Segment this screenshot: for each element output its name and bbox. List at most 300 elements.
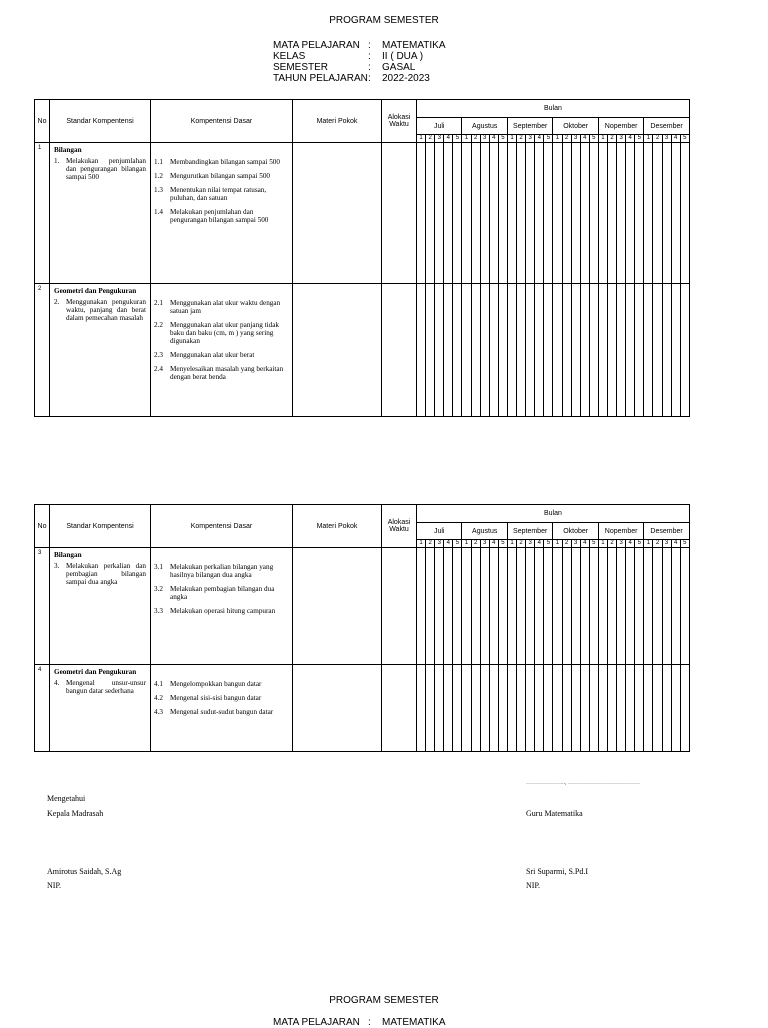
week-number: 5 — [589, 135, 598, 143]
week-cell — [653, 548, 662, 665]
week-cell — [453, 143, 462, 284]
week-cell — [471, 143, 480, 284]
signature-left-nip: NIP. — [47, 881, 62, 890]
kd-item — [154, 563, 288, 579]
week-cell — [562, 284, 571, 417]
week-cell — [453, 665, 462, 752]
week-cell — [507, 548, 516, 665]
kd-number: 4.1 — [154, 680, 163, 688]
header-kompetensi-dasar: Kompentensi Dasar — [151, 505, 293, 548]
week-cell — [680, 665, 689, 752]
week-cell — [526, 143, 535, 284]
kd-number: 4.3 — [154, 708, 163, 716]
week-cell — [471, 548, 480, 665]
week-cell — [498, 548, 507, 665]
week-number: 4 — [535, 540, 544, 548]
alokasi-waktu-cell — [382, 143, 417, 284]
week-cell — [517, 143, 526, 284]
week-cell — [544, 284, 553, 417]
week-number: 5 — [453, 540, 462, 548]
week-number: 1 — [598, 540, 607, 548]
program-table-1 — [34, 99, 690, 417]
week-cell — [498, 143, 507, 284]
week-cell — [435, 665, 444, 752]
topic-title: Bilangan — [54, 551, 82, 559]
meta-block — [0, 40, 768, 86]
kd-item — [154, 172, 288, 180]
kd-text: Mengenal sudut-sudut bangun datar — [170, 708, 274, 716]
week-cell — [607, 143, 616, 284]
week-cell — [544, 143, 553, 284]
week-cell — [462, 665, 471, 752]
kd-text: Mengelompokkan bangun datar — [170, 680, 262, 688]
week-cell — [589, 284, 598, 417]
week-cell — [607, 665, 616, 752]
week-cell — [453, 548, 462, 665]
meta-key: TAHUN PELAJARAN — [273, 73, 368, 84]
week-cell — [589, 548, 598, 665]
week-cell — [553, 143, 562, 284]
header-no: No — [35, 505, 50, 548]
week-number: 4 — [671, 540, 680, 548]
week-number: 1 — [507, 540, 516, 548]
header-no: No — [35, 100, 50, 143]
week-cell — [571, 284, 580, 417]
meta-value: GASAL — [382, 62, 416, 73]
week-cell — [626, 284, 635, 417]
alokasi-waktu-cell — [382, 548, 417, 665]
week-number: 3 — [571, 135, 580, 143]
footer-meta-key: MATA PELAJARAN — [273, 1017, 360, 1028]
week-cell — [480, 665, 489, 752]
week-number: 4 — [580, 135, 589, 143]
kd-item — [154, 708, 288, 716]
week-number: 1 — [553, 135, 562, 143]
table-row — [35, 143, 690, 284]
month-header: Agustus — [462, 118, 507, 135]
week-cell — [417, 143, 426, 284]
kd-number: 4.2 — [154, 694, 163, 702]
month-header: September — [507, 118, 552, 135]
week-cell — [626, 665, 635, 752]
week-cell — [571, 548, 580, 665]
week-cell — [653, 143, 662, 284]
week-cell — [671, 284, 680, 417]
kd-text: Melakukan operasi hitung campuran — [170, 607, 276, 615]
week-cell — [635, 548, 644, 665]
month-header: Nopember — [598, 118, 643, 135]
kd-text: Mengurutkan bilangan sampai 500 — [170, 172, 271, 180]
week-cell — [417, 665, 426, 752]
week-cell — [435, 548, 444, 665]
kd-text: Menggunakan alat ukur panjang tidak baku dan baku (cm, m ) yang sering digunakan — [170, 321, 279, 345]
week-cell — [471, 665, 480, 752]
topic-title: Bilangan — [54, 146, 82, 154]
week-number: 5 — [635, 135, 644, 143]
week-number: 2 — [653, 540, 662, 548]
week-cell — [489, 284, 498, 417]
header-standar-kompetensi: Standar Kompentensi — [50, 505, 151, 548]
week-cell — [607, 284, 616, 417]
kd-item — [154, 365, 288, 381]
week-cell — [680, 143, 689, 284]
week-number: 3 — [571, 540, 580, 548]
header-materi-pokok: Materi Pokok — [293, 100, 382, 143]
meta-sep: : — [368, 73, 371, 84]
week-cell — [507, 284, 516, 417]
month-header: Agustus — [462, 523, 507, 540]
week-number: 5 — [498, 135, 507, 143]
week-number: 1 — [417, 540, 426, 548]
kd-text: Membandingkan bilangan sampai 500 — [170, 158, 280, 166]
week-cell — [607, 548, 616, 665]
week-cell — [580, 284, 589, 417]
sk-number: 2. — [54, 298, 60, 306]
week-number: 2 — [517, 540, 526, 548]
week-cell — [598, 548, 607, 665]
kd-number: 2.2 — [154, 321, 163, 329]
header-alokasi-waktu: Alokasi Waktu — [382, 100, 417, 143]
week-cell — [526, 548, 535, 665]
week-cell — [489, 665, 498, 752]
week-cell — [662, 665, 671, 752]
table-row — [35, 665, 690, 752]
week-number: 3 — [617, 135, 626, 143]
standar-kompetensi-cell — [50, 665, 151, 752]
week-number: 5 — [544, 135, 553, 143]
week-cell — [417, 284, 426, 417]
week-cell — [544, 665, 553, 752]
week-cell — [535, 548, 544, 665]
week-number: 1 — [644, 540, 653, 548]
standar-kompetensi-cell — [50, 284, 151, 417]
kd-number: 2.3 — [154, 351, 163, 359]
materi-pokok-cell — [293, 665, 382, 752]
materi-pokok-cell — [293, 143, 382, 284]
week-cell — [580, 665, 589, 752]
footer-meta-value: MATEMATIKA — [382, 1017, 446, 1028]
week-cell — [498, 665, 507, 752]
week-cell — [598, 143, 607, 284]
week-number: 5 — [498, 540, 507, 548]
week-number: 5 — [544, 540, 553, 548]
standar-kompetensi-cell — [50, 548, 151, 665]
week-number: 3 — [526, 135, 535, 143]
kd-text: Menggunakan alat ukur berat — [170, 351, 255, 359]
week-cell — [426, 548, 435, 665]
signature-left-name: Amirotus Saidah, S.Ag — [47, 867, 122, 876]
kd-number: 3.2 — [154, 585, 163, 593]
week-cell — [471, 284, 480, 417]
week-cell — [489, 143, 498, 284]
sk-text: Mengenal unsur-unsur bangun datar sederhana — [66, 679, 146, 695]
week-number: 3 — [617, 540, 626, 548]
standar-kompetensi-cell — [50, 143, 151, 284]
week-number: 3 — [480, 135, 489, 143]
signature-right-nip: NIP. — [526, 881, 541, 890]
week-cell — [617, 665, 626, 752]
alokasi-waktu-cell — [382, 665, 417, 752]
week-number: 2 — [426, 540, 435, 548]
week-number: 1 — [553, 540, 562, 548]
week-cell — [444, 143, 453, 284]
week-cell — [426, 665, 435, 752]
week-number: 2 — [426, 135, 435, 143]
week-number: 4 — [489, 540, 498, 548]
week-number: 2 — [607, 540, 616, 548]
sk-item — [54, 157, 146, 181]
signature-right-role: Guru Matematika — [526, 809, 583, 818]
meta-key: SEMESTER — [273, 62, 329, 73]
week-number: 3 — [435, 540, 444, 548]
week-cell — [571, 143, 580, 284]
week-cell — [680, 284, 689, 417]
kd-text: Menggunakan alat ukur waktu dengan satuan jam — [170, 299, 281, 315]
sk-item — [54, 562, 146, 586]
kd-item — [154, 321, 288, 345]
week-cell — [517, 284, 526, 417]
week-cell — [553, 284, 562, 417]
row-number: 1 — [35, 143, 50, 284]
week-cell — [617, 143, 626, 284]
meta-sep: : — [368, 51, 371, 62]
kd-text: Melakukan pembagian bilangan dua angka — [170, 585, 275, 601]
week-number: 3 — [435, 135, 444, 143]
month-header: September — [507, 523, 552, 540]
week-cell — [662, 143, 671, 284]
sk-text: Menggunakan pengukuran waktu, panjang dan berat dalam pemecahan masalah — [66, 298, 146, 322]
week-cell — [526, 665, 535, 752]
kd-number: 3.1 — [154, 563, 163, 571]
signature-left-line2: Kepala Madrasah — [47, 809, 104, 818]
week-number: 4 — [580, 540, 589, 548]
table-row — [35, 284, 690, 417]
week-cell — [671, 665, 680, 752]
meta-value: 2022-2023 — [382, 73, 430, 84]
week-number: 4 — [535, 135, 544, 143]
month-header: Juli — [417, 523, 462, 540]
week-cell — [544, 548, 553, 665]
week-number: 1 — [598, 135, 607, 143]
topic-title: Geometri dan Pengukuran — [54, 668, 137, 676]
week-number: 2 — [562, 540, 571, 548]
week-cell — [617, 284, 626, 417]
week-number: 1 — [462, 135, 471, 143]
week-number: 5 — [453, 135, 462, 143]
kd-item — [154, 158, 288, 166]
row-number: 3 — [35, 548, 50, 665]
week-cell — [662, 284, 671, 417]
week-cell — [644, 143, 653, 284]
week-cell — [453, 284, 462, 417]
program-table-2 — [34, 504, 690, 752]
week-cell — [462, 548, 471, 665]
week-number: 5 — [680, 540, 689, 548]
week-cell — [535, 665, 544, 752]
week-cell — [535, 143, 544, 284]
week-cell — [635, 665, 644, 752]
week-cell — [589, 665, 598, 752]
week-cell — [480, 143, 489, 284]
week-cell — [662, 548, 671, 665]
week-cell — [489, 548, 498, 665]
sk-text: Melakukan perkalian dan pembagian bilangan sampai dua angka — [66, 562, 146, 586]
header-bulan: Bulan — [417, 100, 690, 118]
week-number: 4 — [489, 135, 498, 143]
week-number: 2 — [517, 135, 526, 143]
week-cell — [635, 143, 644, 284]
week-cell — [480, 284, 489, 417]
week-cell — [571, 665, 580, 752]
week-cell — [498, 284, 507, 417]
week-cell — [580, 143, 589, 284]
week-number: 4 — [626, 540, 635, 548]
sk-item — [54, 679, 146, 695]
week-cell — [598, 284, 607, 417]
week-cell — [553, 665, 562, 752]
week-cell — [671, 143, 680, 284]
week-cell — [553, 548, 562, 665]
kd-item — [154, 680, 288, 688]
month-header: Nopember — [598, 523, 643, 540]
week-cell — [671, 548, 680, 665]
week-cell — [644, 548, 653, 665]
week-cell — [526, 284, 535, 417]
kompetensi-dasar-cell — [151, 665, 293, 752]
kompetensi-dasar-cell — [151, 143, 293, 284]
week-cell — [444, 284, 453, 417]
week-cell — [417, 548, 426, 665]
week-cell — [626, 143, 635, 284]
kd-item — [154, 694, 288, 702]
week-cell — [598, 665, 607, 752]
kd-number: 1.2 — [154, 172, 163, 180]
month-header: Juli — [417, 118, 462, 135]
week-cell — [462, 284, 471, 417]
table-row — [35, 548, 690, 665]
week-number: 2 — [562, 135, 571, 143]
week-cell — [589, 143, 598, 284]
week-cell — [626, 548, 635, 665]
week-cell — [535, 284, 544, 417]
week-number: 5 — [680, 135, 689, 143]
materi-pokok-cell — [293, 284, 382, 417]
kompetensi-dasar-cell — [151, 284, 293, 417]
meta-key: MATA PELAJARAN — [273, 40, 360, 51]
kd-item — [154, 351, 288, 359]
kd-item — [154, 607, 288, 615]
week-cell — [426, 143, 435, 284]
week-cell — [653, 284, 662, 417]
week-cell — [517, 665, 526, 752]
week-cell — [562, 143, 571, 284]
kd-text: Melakukan penjumlahan dan pengurangan bilangan sampai 500 — [170, 208, 269, 224]
meta-value: MATEMATIKA — [382, 40, 446, 51]
footer-page-title: PROGRAM SEMESTER — [329, 995, 439, 1006]
week-number: 5 — [589, 540, 598, 548]
topic-title: Geometri dan Pengukuran — [54, 287, 137, 295]
sk-item — [54, 298, 146, 322]
sk-number: 1. — [54, 157, 60, 165]
header-standar-kompetensi: Standar Kompentensi — [50, 100, 151, 143]
row-number: 2 — [35, 284, 50, 417]
kd-item — [154, 299, 288, 315]
sk-number: 4. — [54, 679, 60, 687]
place-date: ……………….., ……………………………… — [526, 780, 640, 786]
footer-meta — [0, 1017, 768, 1028]
week-cell — [653, 665, 662, 752]
week-number: 1 — [644, 135, 653, 143]
week-cell — [462, 143, 471, 284]
month-header: Oktober — [553, 118, 598, 135]
kd-number: 2.4 — [154, 365, 163, 373]
kd-text: Menentukan nilai tempat ratusan, puluhan, dan satuan — [170, 186, 267, 202]
week-number: 4 — [671, 135, 680, 143]
week-number: 4 — [626, 135, 635, 143]
header-materi-pokok: Materi Pokok — [293, 505, 382, 548]
header-bulan: Bulan — [417, 505, 690, 523]
week-number: 1 — [417, 135, 426, 143]
footer-meta-sep: : — [368, 1017, 371, 1028]
header-kompetensi-dasar: Kompentensi Dasar — [151, 100, 293, 143]
week-cell — [644, 284, 653, 417]
week-number: 3 — [480, 540, 489, 548]
materi-pokok-cell — [293, 548, 382, 665]
week-cell — [426, 284, 435, 417]
kd-number: 1.1 — [154, 158, 163, 166]
page-title: PROGRAM SEMESTER — [329, 15, 439, 26]
meta-sep: : — [368, 40, 371, 51]
signature-right-name: Sri Suparmi, S.Pd.I — [526, 867, 589, 876]
week-number: 4 — [444, 135, 453, 143]
meta-key: KELAS — [273, 51, 306, 62]
month-header: Desember — [644, 118, 689, 135]
kd-text: Melakukan perkalian bilangan yang hasilnya bilangan dua angka — [170, 563, 274, 579]
kd-item — [154, 585, 288, 601]
kd-text: Menyelesaikan masalah yang berkaitan dengan berat benda — [170, 365, 284, 381]
kd-number: 3.3 — [154, 607, 163, 615]
week-number: 2 — [653, 135, 662, 143]
week-cell — [435, 143, 444, 284]
signature-left-line1: Mengetahui — [47, 794, 86, 803]
week-number: 3 — [662, 540, 671, 548]
week-cell — [517, 548, 526, 665]
month-header: Desember — [644, 523, 689, 540]
week-cell — [562, 548, 571, 665]
week-cell — [635, 284, 644, 417]
week-number: 3 — [662, 135, 671, 143]
week-cell — [507, 143, 516, 284]
meta-sep: : — [368, 62, 371, 73]
kd-number: 2.1 — [154, 299, 163, 307]
week-number: 3 — [526, 540, 535, 548]
week-number: 4 — [444, 540, 453, 548]
week-number: 2 — [471, 540, 480, 548]
sk-number: 3. — [54, 562, 60, 570]
week-cell — [644, 665, 653, 752]
week-number: 1 — [507, 135, 516, 143]
kd-text: Mengenal sisi-sisi bangun datar — [170, 694, 262, 702]
week-cell — [444, 665, 453, 752]
kd-item — [154, 186, 288, 202]
week-number: 2 — [471, 135, 480, 143]
kompetensi-dasar-cell — [151, 548, 293, 665]
week-cell — [562, 665, 571, 752]
week-number: 2 — [607, 135, 616, 143]
week-cell — [680, 548, 689, 665]
sk-text: Melakukan penjumlahan dan pengurangan bilangan sampai 500 — [66, 157, 146, 181]
meta-value: II ( DUA ) — [382, 51, 424, 62]
